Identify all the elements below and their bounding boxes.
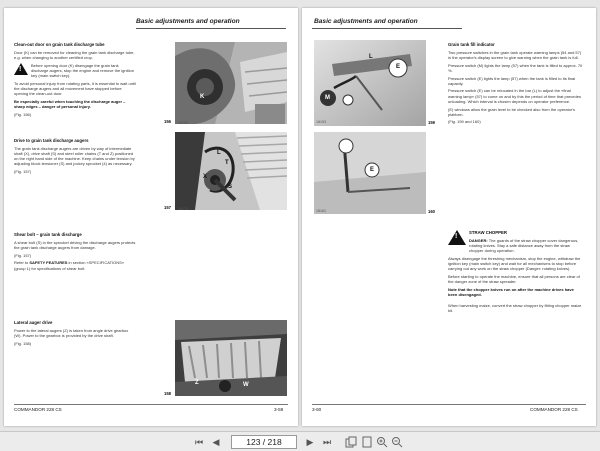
single-page-icon[interactable] xyxy=(361,436,373,448)
paragraph: When harvesting maize, convert the straw chopper by fitting chopper maize kit. xyxy=(448,303,582,314)
page-header: Basic adjustments and operation xyxy=(136,18,240,25)
page-number-input[interactable] xyxy=(231,435,297,449)
page-header: Basic adjustments and operation xyxy=(314,18,418,25)
section-lateral-auger xyxy=(14,320,136,348)
section-fill-indicator xyxy=(448,42,584,127)
danger-label: DANGER: xyxy=(469,237,488,243)
footer-title: COMMANDOR 228 CS xyxy=(530,407,578,412)
footer-title: COMMANDOR 228 CS xyxy=(14,407,62,412)
figure-ref: (Fig. 157) xyxy=(14,169,32,175)
warning-block xyxy=(14,63,136,81)
section-clean-out-door xyxy=(14,42,136,119)
header-rule xyxy=(136,28,286,29)
paragraph: Refer to SAFETY FEATURES in section «SPECIFICATIONS» (group 1) for specifications of shear bolt. xyxy=(14,260,125,271)
left-page xyxy=(4,8,298,426)
figure-number: 156 xyxy=(164,119,171,124)
figure-number: 157 xyxy=(164,205,171,210)
section-title: Shear bolt – grain tank discharge xyxy=(14,232,82,237)
navigation-toolbar xyxy=(0,431,600,451)
figure-number: 159 xyxy=(428,120,435,125)
section-title: Lateral auger drive xyxy=(14,320,53,325)
last-page-icon[interactable]: ⏭ xyxy=(322,437,332,447)
figure-ref: (Fig. 157) xyxy=(14,252,32,258)
warning-icon xyxy=(14,63,28,75)
first-page-icon[interactable]: ⏮ xyxy=(194,437,204,447)
figure-code: 18188 xyxy=(178,121,188,125)
footer-page-number: 3-59 xyxy=(274,407,284,412)
danger-block xyxy=(448,230,584,256)
figure-label: T xyxy=(225,160,229,166)
danger-text: The guards of the straw chopper cover dangerous, rotating knives. Stay a safe distance away from the straw chopper during operation. xyxy=(469,237,579,254)
right-page xyxy=(302,8,596,426)
bold-note: Note that the chopper knives run on after the machine drives have been disengaged. xyxy=(448,286,574,298)
paragraph: The grain tank discharge augers are driven by way of intermediate shaft (X), drive shaft (S) and steel roller chains (T and Z) positioned on the right hand side of the machine. Keep chains under tension by adjusting block tensioner (S) and jockey sprocket (4) as necessary. xyxy=(14,145,135,167)
paragraph: (E) windows allow the grain level to be checked also from the operator's platform. xyxy=(448,106,576,117)
figure-code: 18161 xyxy=(316,209,326,213)
figure-label: K xyxy=(200,94,205,100)
figure-label: W xyxy=(243,382,249,388)
figure-code: 18163 xyxy=(178,393,188,397)
section-title: Drive to grain tank discharge augers xyxy=(14,138,89,143)
figure-158-photo xyxy=(175,320,287,396)
paragraph: Pressure switch (E) lights the lamp (57) when the tank is filled to its final capacity. xyxy=(448,75,576,86)
paragraph: Two pressure switches in the grain tank operate warning lamps (54 and 57) in the operator's display screen to give warning when the grain tank is full. xyxy=(448,49,582,60)
figure-label: L xyxy=(217,150,221,156)
figure-label: S xyxy=(228,184,233,190)
figure-code: 18174 xyxy=(178,207,188,211)
zoom-out-icon[interactable] xyxy=(391,436,403,448)
paragraph: Power to the lateral augers (Z) is taken from angle drive gearbox (W). Power to the gearbox is provided by the drive shaft. xyxy=(14,327,129,338)
section-title: STRAW CHOPPER xyxy=(469,230,507,235)
header-rule xyxy=(312,28,462,29)
danger-icon xyxy=(448,230,466,245)
figure-ref: (Fig. 159 and 160) xyxy=(448,119,481,125)
figure-label: Z xyxy=(195,380,199,386)
paragraph: Pressure switch (M) lights the lamp (57) when the tank is filled to approx. 70 %. xyxy=(448,62,583,73)
figure-label: M xyxy=(325,95,330,101)
zoom-in-icon[interactable] xyxy=(376,436,388,448)
figure-156-photo xyxy=(175,42,287,124)
section-title: Clean-out door on grain tank discharge tube xyxy=(14,42,105,47)
paragraph: Always disengage the threshing mechanism, stop the engine, withdraw the ignition key (main switch key) and wait for all mechanisms to stop before carrying out any work on the straw chopper (Danger: rotating knives). xyxy=(448,255,581,272)
footer-rule xyxy=(14,404,288,405)
previous-page-icon[interactable]: ◀ xyxy=(212,437,220,447)
paragraph: Pressure switch (E) can be relocated in the bar (L) to adjust the «final warning lamp» (57) to come on and by this the period of time that precedes unloading. Which interval is chosen depends on operator preference. xyxy=(448,88,581,104)
footer-rule xyxy=(312,404,586,405)
footer-page-number: 3-60 xyxy=(312,407,322,412)
section-straw-chopper xyxy=(448,230,584,316)
figure-label: E xyxy=(396,64,401,70)
figure-label: X xyxy=(203,174,208,180)
figure-label: E xyxy=(370,167,375,173)
paragraph: Door (K) can be removed for cleaning the grain tank discharge tube, e.g. when changing to another certified crop. xyxy=(14,49,135,60)
figure-157-photo xyxy=(175,132,287,210)
figure-number: 158 xyxy=(164,391,171,396)
figure-code: 18193 xyxy=(316,120,326,124)
paragraph: Before starting to operate the machine, ensure that all persons are clear of the danger zone of the straw spreader. xyxy=(448,273,580,285)
bold-note: Be especially careful when touching the discharge auger – sharp edges – danger of personal injury. xyxy=(14,98,126,110)
paragraph: To avoid personal injury from rotating parts, it is essential to wait until the discharge augers and all movement have stopped before opening the clean-out door. xyxy=(14,80,136,97)
figure-159-photo xyxy=(314,40,426,126)
copy-icon[interactable] xyxy=(345,436,357,448)
figure-number: 160 xyxy=(428,209,435,214)
section-title: Grain tank fill indicator xyxy=(448,42,495,47)
figure-label: L xyxy=(369,54,373,60)
paragraph: A shear bolt (S) in the sprocket driving the discharge augers protects the grain tank discharge augers from damage. xyxy=(14,239,136,250)
section-shear-bolt xyxy=(14,232,136,273)
figure-160-photo xyxy=(314,132,426,214)
figure-ref: (Fig. 156) xyxy=(14,111,32,117)
next-page-icon[interactable]: ▶ xyxy=(306,437,314,447)
section-discharge-augers xyxy=(14,138,136,177)
figure-ref: (Fig. 158) xyxy=(14,340,32,346)
warning-text: Before opening door (K) disengage the grain tank discharge augers, stop the engine and remove the ignition key (main switch key). xyxy=(31,62,134,79)
